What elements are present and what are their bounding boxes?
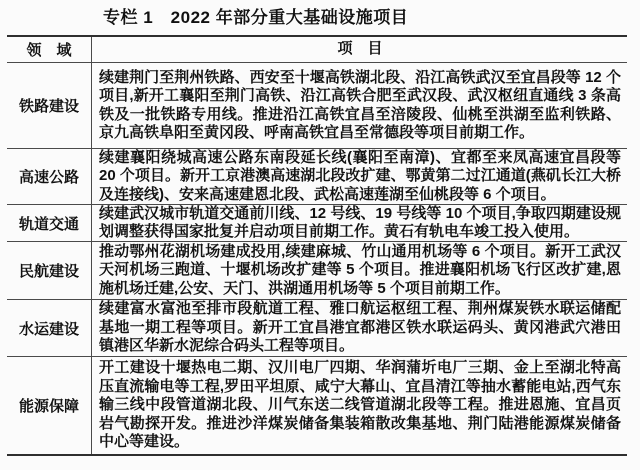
table-row-water-transport bbox=[7, 300, 627, 357]
project-cell bbox=[92, 357, 627, 454]
project-text: 续建武汉城市轨道交通前川线、12 号线、19 号线等 10 个项目,争取四期建设规划调整获得国家批复并启动项目前期工作。黄石有轨电车竣工投入使用。 bbox=[99, 205, 621, 240]
project-cell bbox=[92, 300, 627, 356]
field-cell: 水运建设 bbox=[7, 300, 92, 356]
field-cell: 民航建设 bbox=[7, 242, 92, 299]
project-header-label: 项 目 bbox=[337, 40, 383, 58]
table-row-railway bbox=[7, 63, 627, 149]
field-cell: 能源保障 bbox=[7, 357, 92, 454]
field-cell: 轨道交通 bbox=[7, 205, 92, 241]
project-header-cell bbox=[92, 37, 627, 62]
project-text: 推动鄂州花湖机场建成投用,续建麻城、竹山通用机场等 6 个项目。新开工武汉天河机场三跑道、十堰机场改扩建等 5 个项目。推进襄阳机场飞行区改扩建,恩施机场迁建,公安、天门、洪湖通用机场等 5 个项目前期工作。 bbox=[99, 242, 621, 297]
project-cell bbox=[92, 242, 627, 299]
project-cell bbox=[92, 149, 627, 204]
project-text: 续建荆门至荆州铁路、西安至十堰高铁湖北段、沿江高铁武汉至宜昌段等 12 个项目,新开工襄阳至荆门高铁、沿江高铁合肥至武汉段、武汉枢纽直通线 3 条高铁及一批铁路专用线。推进沿江高铁宜昌至涪陵段、仙桃至洪湖至监利铁路、京九高铁阜阳至黄冈段、呼南高铁宜昌至常德段等项目前期工作。 bbox=[99, 68, 621, 141]
table-row-rail-transit bbox=[7, 205, 627, 242]
field-header-cell: 领 域 bbox=[7, 37, 92, 62]
table-row-expressway bbox=[7, 149, 627, 205]
field-cell: 高速公路 bbox=[7, 149, 92, 204]
table-row-energy bbox=[7, 357, 627, 454]
project-text: 续建襄阳绕城高速公路东南段延长线(襄阳至南漳)、宜都至来凤高速宜昌段等 20 个项目。新开工京港澳高速湖北段改扩建、鄂黄第二过江通道(燕矶长江大桥及连接线)、安来高速建恩北段、武松高速莲湖至仙桃段等 6 个项目。 bbox=[99, 149, 621, 203]
table-row-civil-aviation bbox=[7, 242, 627, 300]
project-text: 开工建设十堰热电二期、汉川电厂四期、华润蒲圻电厂三期、金上至湖北特高压直流输电等工程,罗田平坦原、咸宁大幕山、宜昌清江等抽水蓄能电站,西气东输三线中段管道湖北段、川气东送二线管道湖北段等工程。推进恩施、宜昌页岩气勘探开发。推进沙洋煤炭储备集装箱散改集基地、荆门陆港能源煤炭储备中心等建设。 bbox=[99, 359, 621, 451]
project-text: 续建富水富池至排市段航道工程、雅口航运枢纽工程、荆州煤炭铁水联运储配基地一期工程等项目。新开工宜昌港宜都港区铁水联运码头、黄冈港武穴港田镇港区华新水泥综合码头工程等项目。 bbox=[99, 300, 621, 355]
table-header-row bbox=[7, 37, 627, 63]
project-cell bbox=[92, 63, 627, 148]
infrastructure-table bbox=[7, 35, 627, 456]
field-cell: 铁路建设 bbox=[7, 63, 92, 148]
project-cell bbox=[92, 205, 627, 241]
column-title: 专栏 1 2022 年部分重大基础设施项目 bbox=[103, 8, 409, 27]
